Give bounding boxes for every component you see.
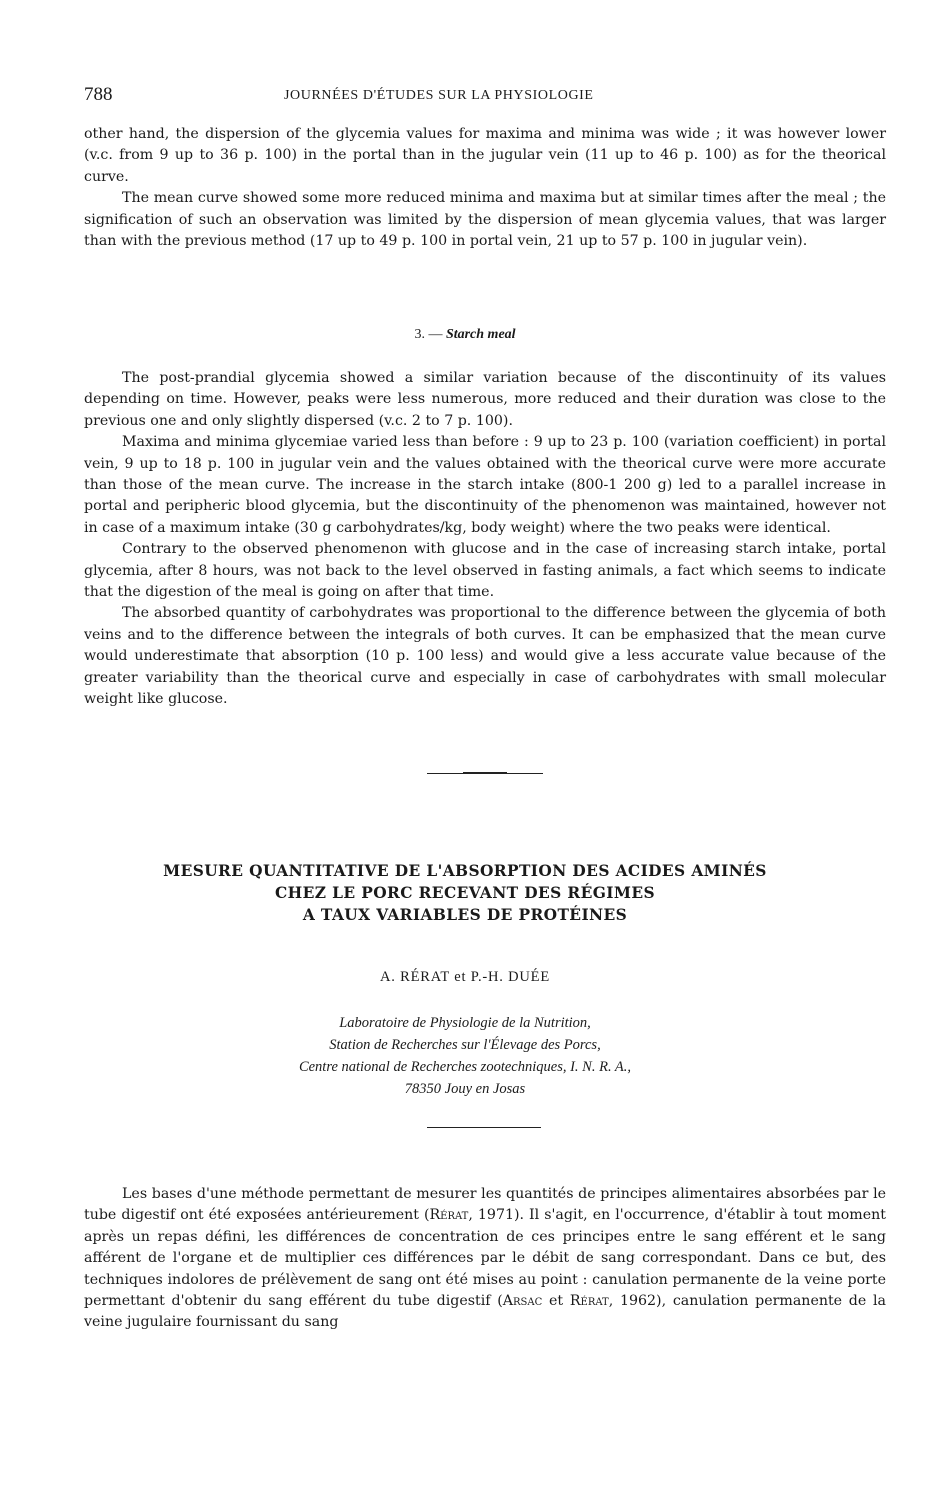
- paragraph: Maxima and minima glycemiae varied less than before : 9 up to 23 p. 100 (variation coefficient) in portal vein, 9 up to 18 p. 100 in jugular vein and the values obtained with the theorical curve were more accurate than those of the mean curve. The increase in the starch intake (800-1 200 g) led to a parallel increase in portal and peripheric blood glycemia, but the discontinuity of the phenomenon was maintained, however not in case of a maximum intake (30 g carbohydrates/kg, body weight) where the two peaks were identical.: [84, 434, 886, 536]
- affiliation-line: 78350 Jouy en Josas: [404, 1081, 526, 1097]
- title-rule: [427, 1127, 541, 1128]
- paragraph: The post-prandial glycemia showed a similar variation because of the discontinuity of its values depending on time. However, peaks were less numerous, more reduced and their duration was close to the previous one and only slightly dispersed (v.c. 2 to 7 p. 100).: [84, 370, 886, 429]
- paragraph: Contrary to the observed phenomenon with glucose and in the case of increasing starch intake, portal glycemia, after 8 hours, was not back to the level observed in fasting animals, a fact which seems to indicate that the digestion of the meal is going on after that time.: [84, 541, 886, 601]
- citation-author: Arsac: [502, 1293, 543, 1310]
- affiliation-line: Centre national de Recherches zootechniques, I. N. R. A.,: [298, 1059, 632, 1075]
- paragraph: Les bases d'une méthode permettant de mesurer les quantités de principes alimentaires absorbées par le tube digestif ont été exposées antérieurement (Rérat, 1971). Il s'agit, en l'occurrence, d'établir à tout moment après un repas défini, les différences de concentration de ces principes entre le sang efférent et le sang afférent de l'organe et de multiplier ces différences par le débit de sang correspondant. Dans ce but, des techniques indolores de prélèvement de sang ont été mises au point : canulation permanente de la veine porte permettant d'obtenir du sang efférent du tube digestif (Arsac et Rérat, 1962), canulation permanente de la veine jugulaire fournissant du sang: [84, 1186, 886, 1331]
- page-header: [84, 84, 884, 108]
- article-title: [0, 860, 930, 926]
- section-divider: [427, 772, 543, 775]
- page-number: 788: [84, 84, 113, 105]
- affiliation-line: Station de Recherches sur l'Élevage des Porcs,: [329, 1037, 601, 1053]
- section-number: 3. —: [414, 327, 443, 342]
- citation-author: Rérat: [569, 1293, 609, 1310]
- continued-text: [84, 124, 886, 252]
- title-line: MESURE QUANTITATIVE DE L'ABSORPTION DES ACIDES AMINÉS: [163, 862, 767, 880]
- affiliation: [0, 1012, 930, 1100]
- citation-author: Rérat: [429, 1207, 469, 1224]
- paragraph: other hand, the dispersion of the glycemia values for maxima and minima was wide ; it was however lower (v.c. from 9 up to 36 p. 100) in the portal than in the jugular vein (11 up to 46 p. 100) as for the theorical curve.: [84, 126, 886, 185]
- article-body: [84, 1184, 886, 1334]
- starch-meal-text: [84, 368, 886, 711]
- title-line: A TAUX VARIABLES DE PROTÉINES: [302, 906, 628, 924]
- running-head: JOURNÉES D'ÉTUDES SUR LA PHYSIOLOGIE: [284, 88, 594, 103]
- section-title: Starch meal: [445, 327, 516, 342]
- paragraph: The mean curve showed some more reduced minima and maxima but at similar times after the meal ; the signification of such an observation was limited by the dispersion of mean glycemia values, that was larger than with the previous method (17 up to 49 p. 100 in portal vein, 21 up to 57 p. 100 in jugular vein).: [84, 190, 886, 250]
- affiliation-line: Laboratoire de Physiologie de la Nutrition,: [339, 1015, 591, 1031]
- authors: A. RÉRAT et P.-H. DUÉE: [380, 969, 550, 985]
- paragraph: The absorbed quantity of carbohydrates was proportional to the difference between the glycemia of both veins and to the difference between the integrals of both curves. It can be emphasized that the mean curve would underestimate that absorption (10 p. 100 less) and would give a less accurate value because of the greater variability than the theorical curve and especially in case of carbohydrates with small molecular weight like glucose.: [84, 605, 886, 708]
- title-line: CHEZ LE PORC RECEVANT DES RÉGIMES: [275, 884, 655, 902]
- section-heading: [0, 327, 930, 343]
